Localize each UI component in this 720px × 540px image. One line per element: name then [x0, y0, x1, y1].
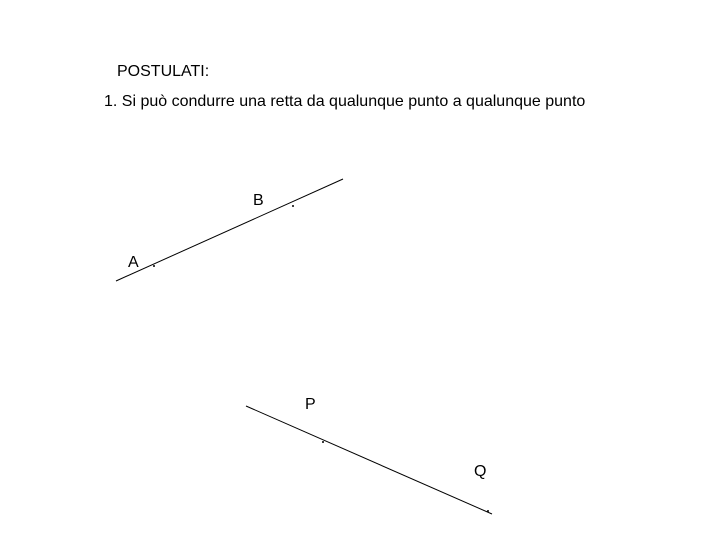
point-p-dot — [322, 441, 324, 443]
point-p-label: P — [305, 396, 316, 413]
point-q-label: Q — [474, 463, 487, 480]
point-b-dot — [292, 205, 294, 207]
point-a-dot — [153, 265, 155, 267]
point-b-label: B — [253, 192, 264, 209]
point-q-dot — [487, 510, 489, 512]
line-pq — [246, 406, 492, 514]
point-a-label: A — [128, 254, 139, 271]
line-ab — [116, 179, 343, 281]
heading-postulati: POSTULATI: — [117, 63, 210, 80]
postulate-1-text: 1. Si può condurre una retta da qualunque punto a qualunque punto — [104, 93, 586, 110]
